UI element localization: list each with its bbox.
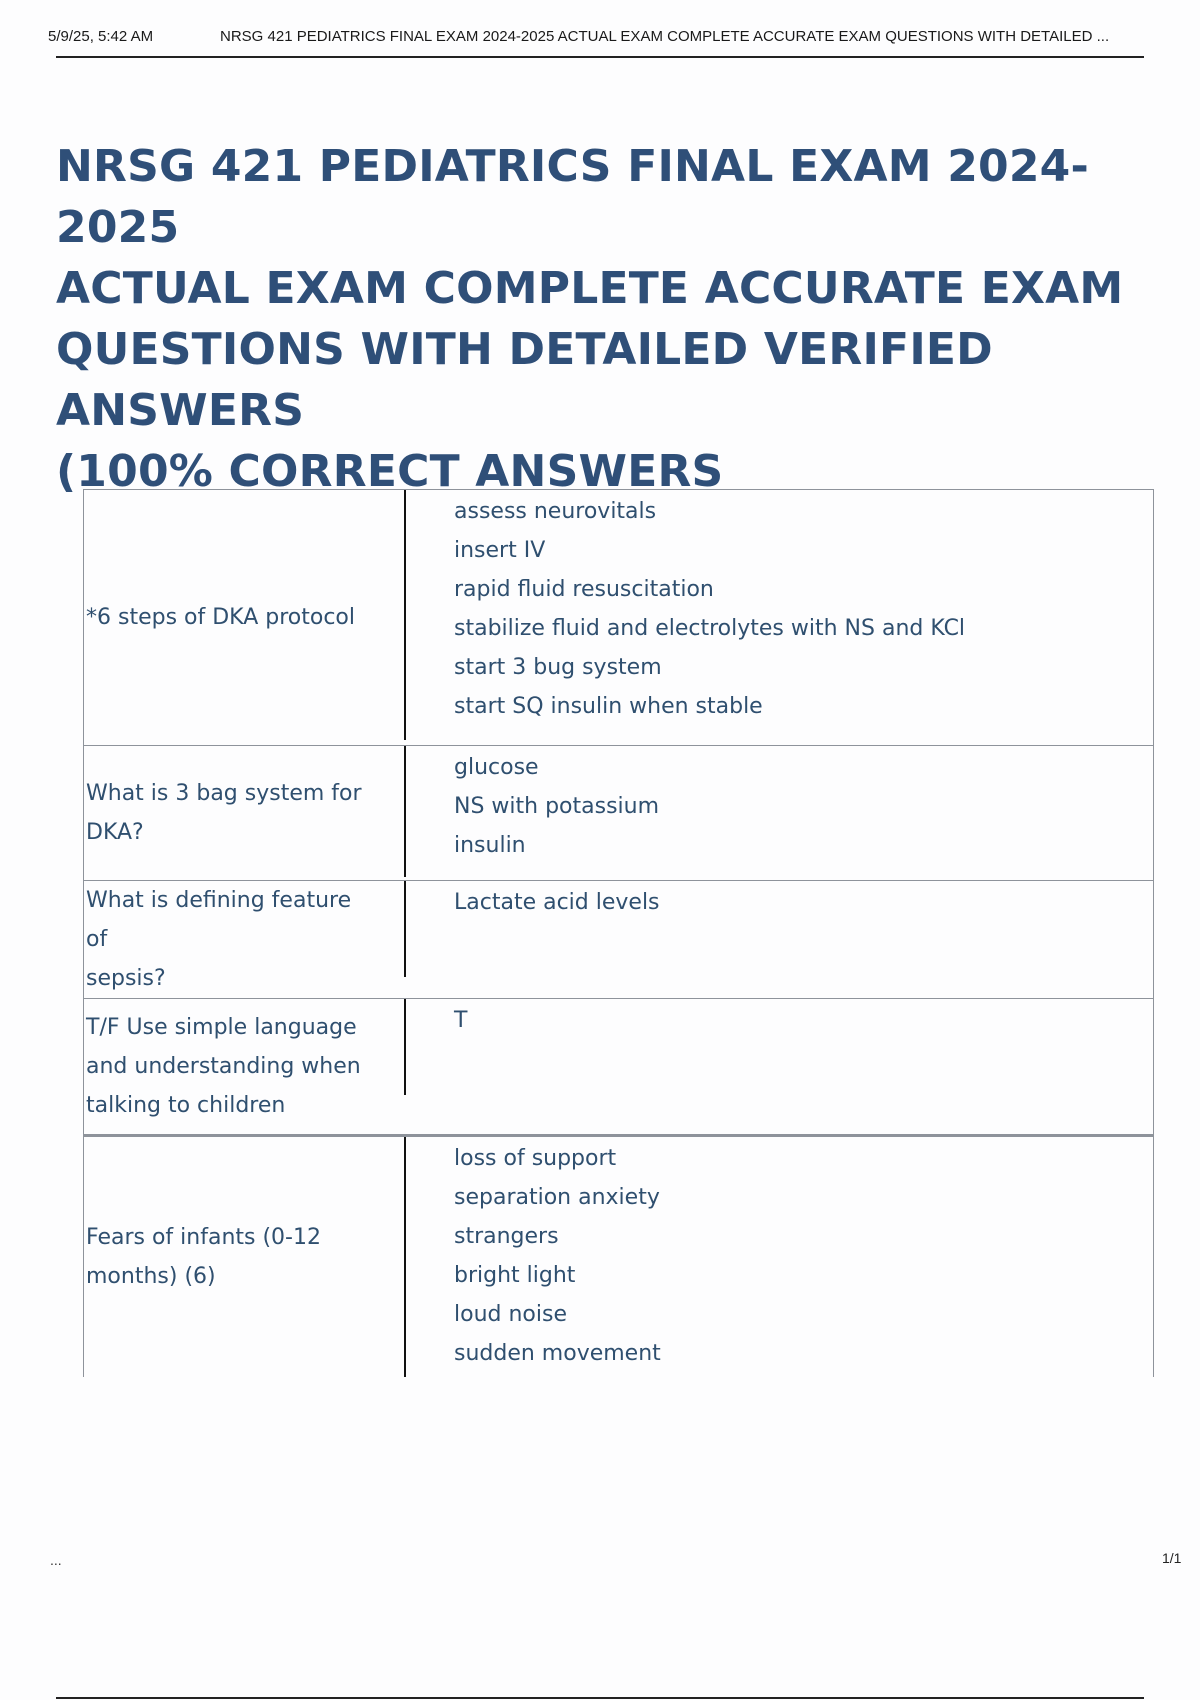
- question-line: Fears of infants (0-12: [86, 1225, 321, 1250]
- question-cell: [84, 881, 405, 999]
- answer-line: loss of support: [454, 1146, 617, 1171]
- title-line: NRSG 421 PEDIATRICS FINAL EXAM 2024-2025: [56, 141, 1089, 253]
- question-line: sepsis?: [86, 966, 166, 991]
- answer-line: glucose: [454, 755, 539, 780]
- question-line: months) (6): [86, 1264, 216, 1289]
- answer-line: rapid fluid resuscitation: [454, 577, 714, 602]
- question-line: T/F Use simple language: [86, 1015, 357, 1040]
- page-number: 1/1: [1162, 1550, 1182, 1566]
- answer-line: strangers: [454, 1224, 559, 1249]
- answer-line: start SQ insulin when stable: [454, 694, 763, 719]
- title-line: (100% CORRECT ANSWERS: [56, 446, 724, 497]
- answer-line: stabilize fluid and electrolytes with NS and KCl: [454, 616, 966, 641]
- answer-list: [404, 1137, 1153, 1377]
- print-doc-title: NRSG 421 PEDIATRICS FINAL EXAM 2024-2025 ACTUAL EXAM COMPLETE ACCURATE EXAM QUESTIONS WITH DETAILED ...: [220, 28, 1110, 45]
- answer-list: [404, 490, 1153, 740]
- print-footer-url: ...: [50, 1552, 62, 1568]
- question-text: [84, 1008, 378, 1125]
- title-line: ACTUAL EXAM COMPLETE ACCURATE EXAM: [56, 263, 1124, 314]
- answer-line: loud noise: [454, 1302, 567, 1327]
- question-text: [84, 1218, 378, 1296]
- document-title: [56, 136, 1166, 502]
- table-row: [84, 490, 1154, 746]
- question-line: *6 steps of DKA protocol: [86, 605, 355, 630]
- question-line: What is defining feature of: [86, 888, 352, 952]
- answer-cell: [404, 746, 1154, 881]
- answer-cell: [404, 1136, 1154, 1378]
- answer-line: T: [454, 1008, 468, 1033]
- answer-line: assess neurovitals: [454, 499, 657, 524]
- question-line: DKA?: [86, 820, 144, 845]
- question-line: and understanding when: [86, 1054, 361, 1079]
- qa-table: [83, 489, 1154, 1377]
- answer-line: bright light: [454, 1263, 576, 1288]
- answer-cell: [404, 881, 1154, 999]
- question-cell: [84, 746, 405, 881]
- answer-line: Lactate acid levels: [454, 890, 660, 915]
- question-cell: [84, 1136, 405, 1378]
- table-row: [84, 1136, 1154, 1378]
- answer-list: [404, 881, 1153, 977]
- question-text: [84, 774, 378, 852]
- answer-list: [404, 999, 1153, 1095]
- answer-list: [404, 746, 1153, 877]
- question-cell: [84, 999, 405, 1136]
- answer-line: separation anxiety: [454, 1185, 660, 1210]
- answer-cell: [404, 490, 1154, 746]
- answer-line: insert IV: [454, 538, 546, 563]
- answer-line: start 3 bug system: [454, 655, 662, 680]
- table-row: [84, 881, 1154, 999]
- question-cell: [84, 490, 405, 746]
- question-line: talking to children: [86, 1093, 286, 1118]
- footer-divider: [56, 1697, 1144, 1699]
- answer-line: NS with potassium: [454, 794, 660, 819]
- question-text: [84, 598, 378, 637]
- title-line: QUESTIONS WITH DETAILED VERIFIED ANSWERS: [56, 324, 993, 436]
- question-text: [84, 881, 378, 998]
- print-datetime: 5/9/25, 5:42 AM: [48, 28, 154, 45]
- question-line: What is 3 bag system for: [86, 781, 362, 806]
- table-row: [84, 999, 1154, 1136]
- answer-line: insulin: [454, 833, 526, 858]
- table-row: [84, 746, 1154, 881]
- answer-line: sudden movement: [454, 1341, 661, 1366]
- answer-cell: [404, 999, 1154, 1136]
- header-divider: [56, 56, 1144, 58]
